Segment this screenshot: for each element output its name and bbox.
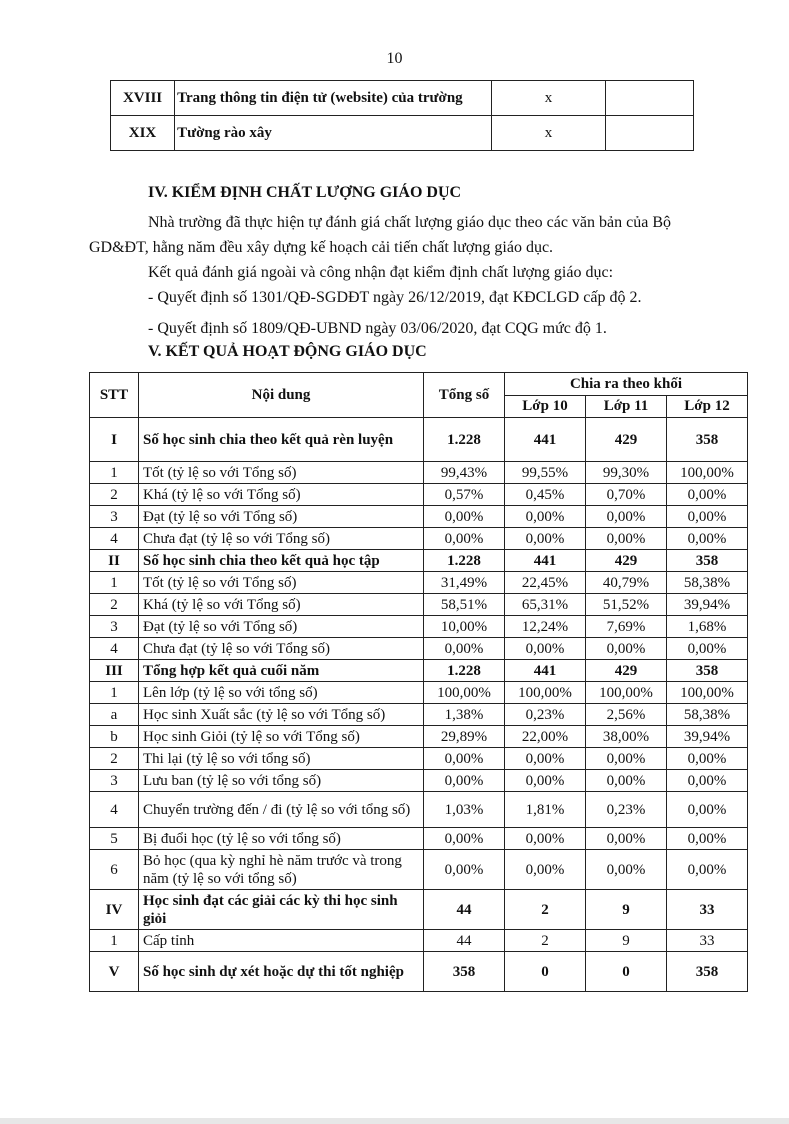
page-number: 10	[386, 50, 403, 67]
table-row	[90, 550, 748, 572]
row-grade-10: 0,00%	[505, 770, 586, 792]
row-grade-10: 441	[505, 418, 586, 462]
row-total: 0,57%	[424, 484, 505, 506]
table-row	[90, 594, 748, 616]
section-4-item2: - Quyết định số 1809/QĐ-UBND ngày 03/06/2020, đạt CQG mức độ 1.	[148, 320, 607, 337]
section-4-item1: - Quyết định số 1301/QĐ-SGDĐT ngày 26/12/2019, đạt KĐCLGD cấp độ 2.	[148, 289, 642, 306]
row-grade-12: 0,00%	[667, 484, 748, 506]
row-grade-10: 65,31%	[505, 594, 586, 616]
row-content: Đạt (tỷ lệ so với Tổng số)	[139, 506, 424, 528]
table-row	[90, 704, 748, 726]
row-total: 0,00%	[424, 638, 505, 660]
row-grade-11: 7,69%	[586, 616, 667, 638]
row-total: 1.228	[424, 550, 505, 572]
row-content: Tổng hợp kết quả cuối năm	[139, 660, 424, 682]
row-grade-12: 58,38%	[667, 704, 748, 726]
table-row	[90, 528, 748, 550]
row-grade-11: 429	[586, 550, 667, 572]
row-grade-10: 0	[505, 952, 586, 992]
row-grade-12: 0,00%	[667, 748, 748, 770]
row-content: Chuyển trường đến / đi (tỷ lệ so với tổng số)	[139, 792, 424, 828]
row-grade-12: 1,68%	[667, 616, 748, 638]
table-row	[90, 462, 748, 484]
row-content: Chưa đạt (tỷ lệ so với Tổng số)	[139, 528, 424, 550]
row-grade-12: 39,94%	[667, 594, 748, 616]
header-stt: STT	[90, 373, 139, 418]
section-5-title: V. KẾT QUẢ HOẠT ĐỘNG GIÁO DỤC	[148, 343, 427, 360]
row-total: 99,43%	[424, 462, 505, 484]
row-grade-10: 100,00%	[505, 682, 586, 704]
row-stt: 2	[90, 484, 139, 506]
row-content: Số học sinh dự xét hoặc dự thi tốt nghiệp	[139, 952, 424, 992]
table-row	[90, 418, 748, 462]
table-row	[90, 484, 748, 506]
row-grade-10: 1,81%	[505, 792, 586, 828]
row-content: Bị đuổi học (tỷ lệ so với tổng số)	[139, 828, 424, 850]
section-4-para1-line1: Nhà trường đã thực hiện tự đánh giá chất lượng giáo dục theo các văn bản của Bộ	[148, 214, 671, 231]
row-grade-11: 0,70%	[586, 484, 667, 506]
row-total: 358	[424, 952, 505, 992]
row-stt: V	[90, 952, 139, 992]
row-grade-12: 100,00%	[667, 462, 748, 484]
row-stt: III	[90, 660, 139, 682]
row-stt: b	[90, 726, 139, 748]
table-row	[90, 506, 748, 528]
row-grade-11: 51,52%	[586, 594, 667, 616]
facilities-row	[111, 116, 694, 151]
row-grade-10: 0,00%	[505, 506, 586, 528]
row-stt: 2	[90, 594, 139, 616]
row-stt: 4	[90, 638, 139, 660]
row-grade-11: 9	[586, 890, 667, 930]
header-grade-11: Lớp 11	[586, 395, 667, 418]
row-grade-12: 358	[667, 418, 748, 462]
row-grade-12: 0,00%	[667, 850, 748, 890]
table-row	[90, 748, 748, 770]
facilities-mark: x	[492, 81, 605, 116]
table-row	[90, 638, 748, 660]
section-4-para2: Kết quả đánh giá ngoài và công nhận đạt kiểm định chất lượng giáo dục:	[148, 264, 614, 281]
row-grade-12: 58,38%	[667, 572, 748, 594]
row-content: Bỏ học (qua kỳ nghỉ hè năm trước và trong năm (tỷ lệ so với tổng số)	[139, 850, 424, 890]
row-total: 0,00%	[424, 528, 505, 550]
row-grade-11: 0,00%	[586, 638, 667, 660]
header-total: Tổng số	[424, 373, 505, 418]
results-table	[89, 372, 748, 992]
row-grade-10: 0,00%	[505, 850, 586, 890]
table-row	[90, 572, 748, 594]
row-stt: IV	[90, 890, 139, 930]
row-stt: 1	[90, 682, 139, 704]
row-stt: II	[90, 550, 139, 572]
row-total: 31,49%	[424, 572, 505, 594]
table-row	[90, 682, 748, 704]
facilities-stt: XIX	[111, 116, 175, 151]
row-total: 0,00%	[424, 770, 505, 792]
row-grade-10: 22,00%	[505, 726, 586, 748]
row-grade-10: 0,00%	[505, 828, 586, 850]
header-group: Chia ra theo khối	[505, 373, 748, 396]
row-grade-11: 429	[586, 418, 667, 462]
row-grade-11: 0,00%	[586, 748, 667, 770]
facilities-empty-cell	[605, 81, 693, 116]
row-grade-10: 22,45%	[505, 572, 586, 594]
row-total: 29,89%	[424, 726, 505, 748]
table-row	[90, 850, 748, 890]
row-grade-10: 0,00%	[505, 528, 586, 550]
facilities-name: Trang thông tin điện tử (website) của trường	[175, 81, 492, 116]
row-total: 1,38%	[424, 704, 505, 726]
table-row	[90, 930, 748, 952]
row-stt: a	[90, 704, 139, 726]
header-content: Nội dung	[139, 373, 424, 418]
section-4-title: IV. KIỂM ĐỊNH CHẤT LƯỢNG GIÁO DỤC	[148, 184, 462, 201]
table-row	[90, 890, 748, 930]
facilities-mark: x	[492, 116, 605, 151]
row-total: 0,00%	[424, 748, 505, 770]
row-total: 1,03%	[424, 792, 505, 828]
row-grade-12: 39,94%	[667, 726, 748, 748]
row-content: Học sinh đạt các giải các kỳ thi học sinh giỏi	[139, 890, 424, 930]
row-stt: 6	[90, 850, 139, 890]
row-content: Học sinh Giỏi (tỷ lệ so với Tổng số)	[139, 726, 424, 748]
table-row	[90, 952, 748, 992]
row-grade-12: 0,00%	[667, 506, 748, 528]
row-content: Số học sinh chia theo kết quả rèn luyện	[139, 418, 424, 462]
row-grade-10: 0,45%	[505, 484, 586, 506]
row-grade-12: 358	[667, 660, 748, 682]
header-grade-12: Lớp 12	[667, 395, 748, 418]
row-grade-11: 9	[586, 930, 667, 952]
row-grade-10: 441	[505, 550, 586, 572]
row-stt: 1	[90, 572, 139, 594]
row-grade-12: 0,00%	[667, 770, 748, 792]
table-row	[90, 726, 748, 748]
row-content: Khá (tỷ lệ so với Tổng số)	[139, 484, 424, 506]
row-content: Cấp tỉnh	[139, 930, 424, 952]
row-total: 0,00%	[424, 828, 505, 850]
row-grade-11: 2,56%	[586, 704, 667, 726]
facilities-table	[110, 80, 694, 151]
row-grade-11: 38,00%	[586, 726, 667, 748]
row-grade-12: 358	[667, 952, 748, 992]
row-grade-11: 0,00%	[586, 528, 667, 550]
row-grade-11: 100,00%	[586, 682, 667, 704]
row-grade-11: 99,30%	[586, 462, 667, 484]
row-grade-11: 429	[586, 660, 667, 682]
row-total: 1.228	[424, 418, 505, 462]
table-row	[90, 828, 748, 850]
row-stt: 1	[90, 462, 139, 484]
row-stt: 4	[90, 528, 139, 550]
row-grade-12: 0,00%	[667, 828, 748, 850]
scan-edge	[0, 1118, 789, 1124]
row-content: Tốt (tỷ lệ so với Tổng số)	[139, 572, 424, 594]
row-grade-12: 33	[667, 890, 748, 930]
row-grade-12: 100,00%	[667, 682, 748, 704]
row-grade-10: 441	[505, 660, 586, 682]
row-grade-11: 0,00%	[586, 828, 667, 850]
row-grade-11: 0	[586, 952, 667, 992]
row-total: 1.228	[424, 660, 505, 682]
row-grade-10: 0,00%	[505, 638, 586, 660]
facilities-row	[111, 81, 694, 116]
row-stt: I	[90, 418, 139, 462]
row-content: Đạt (tỷ lệ so với Tổng số)	[139, 616, 424, 638]
row-grade-11: 0,00%	[586, 850, 667, 890]
row-grade-12: 33	[667, 930, 748, 952]
row-total: 0,00%	[424, 506, 505, 528]
facilities-empty-cell	[605, 116, 693, 151]
facilities-stt: XVIII	[111, 81, 175, 116]
row-content: Thi lại (tỷ lệ so với tổng số)	[139, 748, 424, 770]
row-total: 0,00%	[424, 850, 505, 890]
row-grade-10: 0,00%	[505, 748, 586, 770]
row-grade-10: 0,23%	[505, 704, 586, 726]
table-row	[90, 792, 748, 828]
row-stt: 3	[90, 770, 139, 792]
row-stt: 2	[90, 748, 139, 770]
facilities-name: Tường rào xây	[175, 116, 492, 151]
row-grade-10: 2	[505, 890, 586, 930]
row-grade-11: 0,00%	[586, 506, 667, 528]
row-grade-10: 2	[505, 930, 586, 952]
row-total: 44	[424, 890, 505, 930]
row-content: Học sinh Xuất sắc (tỷ lệ so với Tổng số)	[139, 704, 424, 726]
row-content: Tốt (tỷ lệ so với Tổng số)	[139, 462, 424, 484]
row-grade-10: 99,55%	[505, 462, 586, 484]
row-grade-11: 0,23%	[586, 792, 667, 828]
row-grade-11: 40,79%	[586, 572, 667, 594]
row-content: Số học sinh chia theo kết quả học tập	[139, 550, 424, 572]
row-grade-12: 0,00%	[667, 528, 748, 550]
row-total: 44	[424, 930, 505, 952]
row-content: Khá (tỷ lệ so với Tổng số)	[139, 594, 424, 616]
row-content: Lưu ban (tỷ lệ so với tổng số)	[139, 770, 424, 792]
row-content: Lên lớp (tỷ lệ so với tổng số)	[139, 682, 424, 704]
row-grade-10: 12,24%	[505, 616, 586, 638]
header-grade-10: Lớp 10	[505, 395, 586, 418]
row-stt: 4	[90, 792, 139, 828]
row-stt: 1	[90, 930, 139, 952]
row-stt: 5	[90, 828, 139, 850]
row-content: Chưa đạt (tỷ lệ so với Tổng số)	[139, 638, 424, 660]
section-4-para1-line2: GD&ĐT, hằng năm đều xây dựng kế hoạch cải tiến chất lượng giáo dục.	[89, 239, 554, 256]
row-total: 100,00%	[424, 682, 505, 704]
row-grade-12: 0,00%	[667, 792, 748, 828]
table-row	[90, 660, 748, 682]
row-stt: 3	[90, 506, 139, 528]
table-row	[90, 616, 748, 638]
row-grade-12: 358	[667, 550, 748, 572]
row-total: 10,00%	[424, 616, 505, 638]
row-grade-11: 0,00%	[586, 770, 667, 792]
table-row	[90, 770, 748, 792]
row-grade-12: 0,00%	[667, 638, 748, 660]
row-total: 58,51%	[424, 594, 505, 616]
row-stt: 3	[90, 616, 139, 638]
